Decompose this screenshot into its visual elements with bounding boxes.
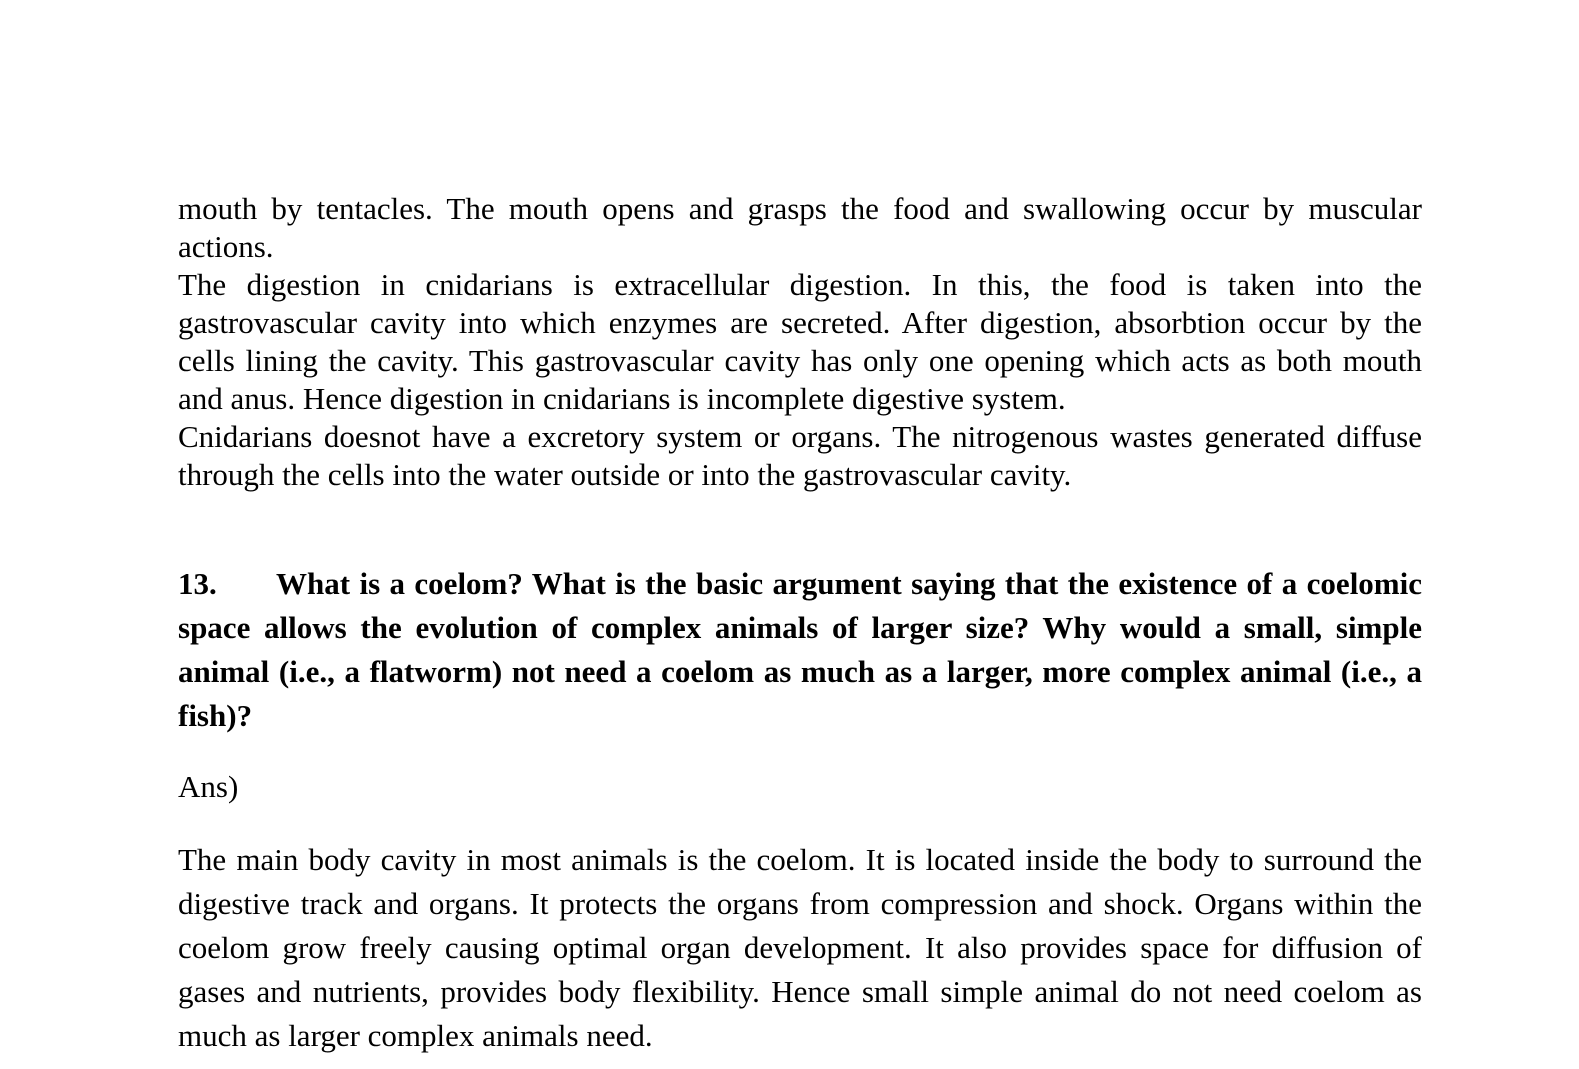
continuation-text — [178, 190, 1422, 494]
paragraph-digestion: The digestion in cnidarians is extracellular digestion. In this, the food is taken into the gastrovascular cavity into which enzymes are secreted. After digestion, absorbtion occur by the cells lining the cavity. This gastrovascular cavity has only one opening which acts as both mouth and anus. Hence digestion in cnidarians is incomplete digestive system. — [178, 267, 1422, 416]
answer-text: The main body cavity in most animals is the coelom. It is located inside the body to surround the digestive track and organs. It protects the organs from compression and shock. Organs within the coelom grow freely causing optimal organ development. It also provides space for diffusion of gases and nutrients, provides body flexibility. Hence small simple animal do not need coelom as much as larger complex animals need. — [178, 842, 1422, 1053]
question-text: What is a coelom? What is the basic argument saying that the existence of a coelomic space allows the evolution of complex animals of larger size? Why would a small, simple animal (i.e., a flatworm) not need a coelom as much as a larger, more complex animal (i.e., a fish)? — [178, 566, 1422, 733]
answer-label: Ans) — [178, 769, 239, 804]
paragraph-mouth-tentacles: mouth by tentacles. The mouth opens and grasps the food and swallowing occur by muscular actions. — [178, 191, 1422, 264]
paragraph-excretion: Cnidarians doesnot have a excretory system or organs. The nitrogenous wastes generated diffuse through the cells into the water outside or into the gastrovascular cavity. — [178, 419, 1422, 492]
question-number: 13. — [178, 566, 217, 601]
question-13 — [178, 562, 1422, 738]
